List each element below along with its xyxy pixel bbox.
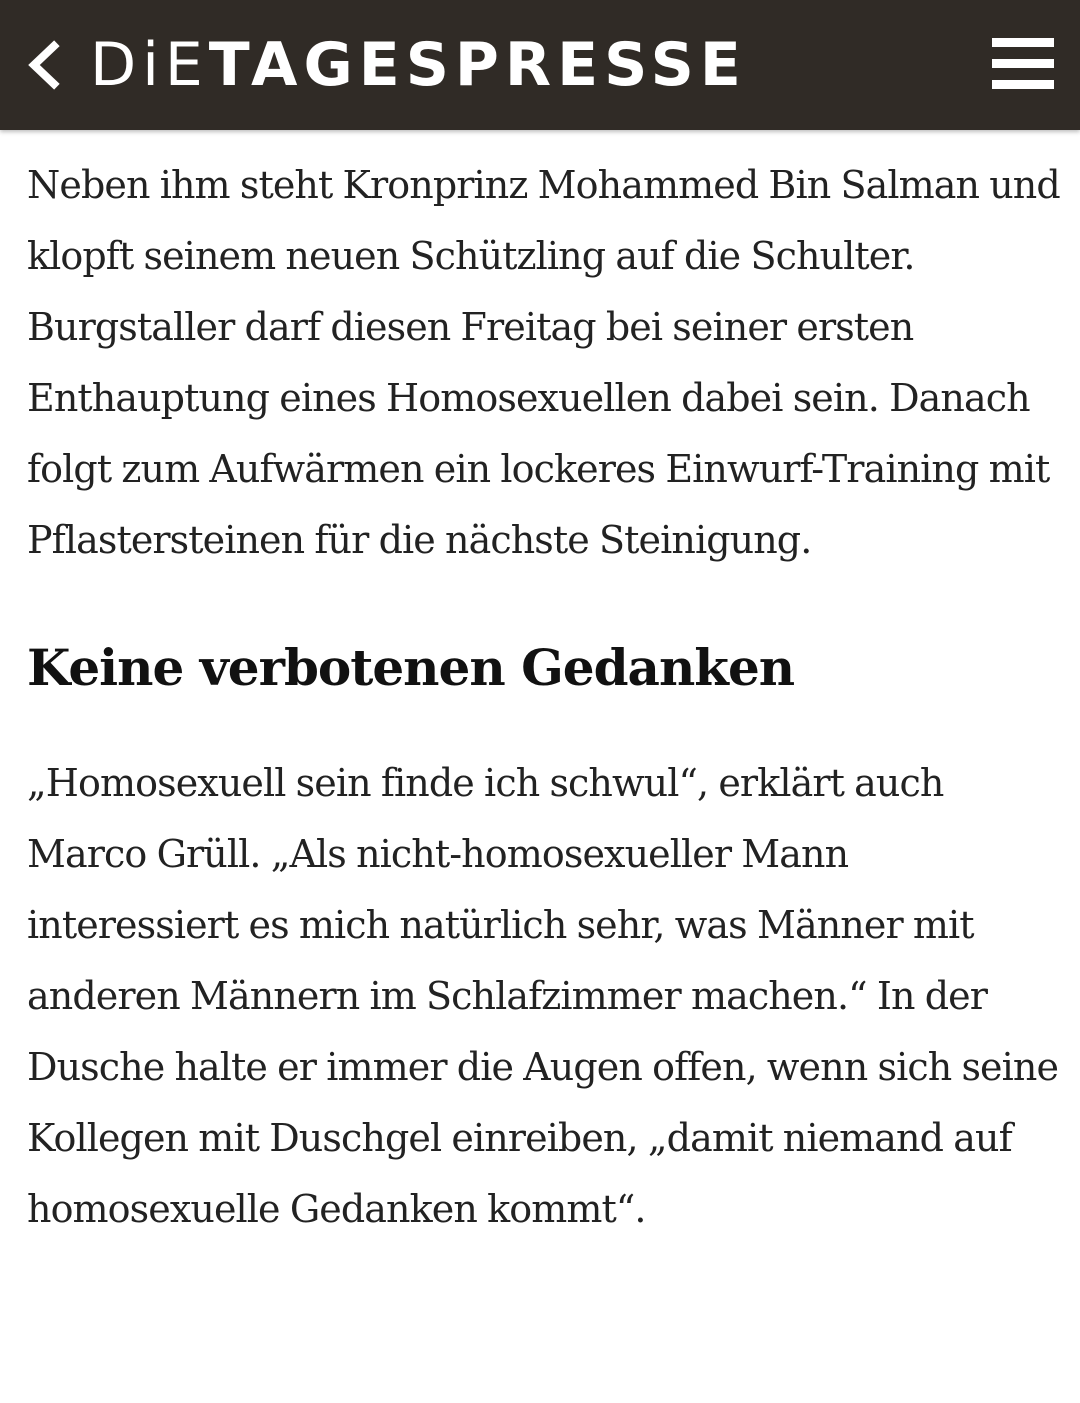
menu-button[interactable] — [992, 38, 1054, 90]
article-paragraph: „Homosexuell sein finde ich schwul“, erklärt auch Marco Grüll. „Als nicht-homosexueller Mann interessiert es mich natürlich sehr, was Männer mit anderen Männern im Schlafzimmer machen.“ In der Dusche halte er immer die Augen offen, wenn sich seine Kollegen mit Duschgel einreiben, „damit niemand auf homosexuelle Gedanken kommt“. — [27, 761, 1059, 1231]
section-heading: Keine verbotenen Gedanken — [27, 638, 795, 697]
chevron-left-icon — [22, 40, 66, 90]
logo-prefix: DiE — [90, 30, 209, 100]
article-body — [27, 150, 1067, 1245]
site-logo[interactable] — [90, 30, 747, 100]
logo-wordmark: TAGESPRESSE — [208, 30, 747, 100]
article-paragraph: Neben ihm steht Kronprinz Mohammed Bin Salman und klopft seinem neuen Schützling auf die Schulter. Burgstaller darf diesen Freitag bei seiner ersten Enthauptung eines Homosexuellen dabei sein. Danach folgt zum Aufwärmen ein lockeres Einwurf-Training mit Pflastersteinen für die nächste Steinigung. — [27, 163, 1060, 562]
top-navigation-bar — [0, 0, 1080, 130]
back-button[interactable] — [22, 40, 66, 90]
